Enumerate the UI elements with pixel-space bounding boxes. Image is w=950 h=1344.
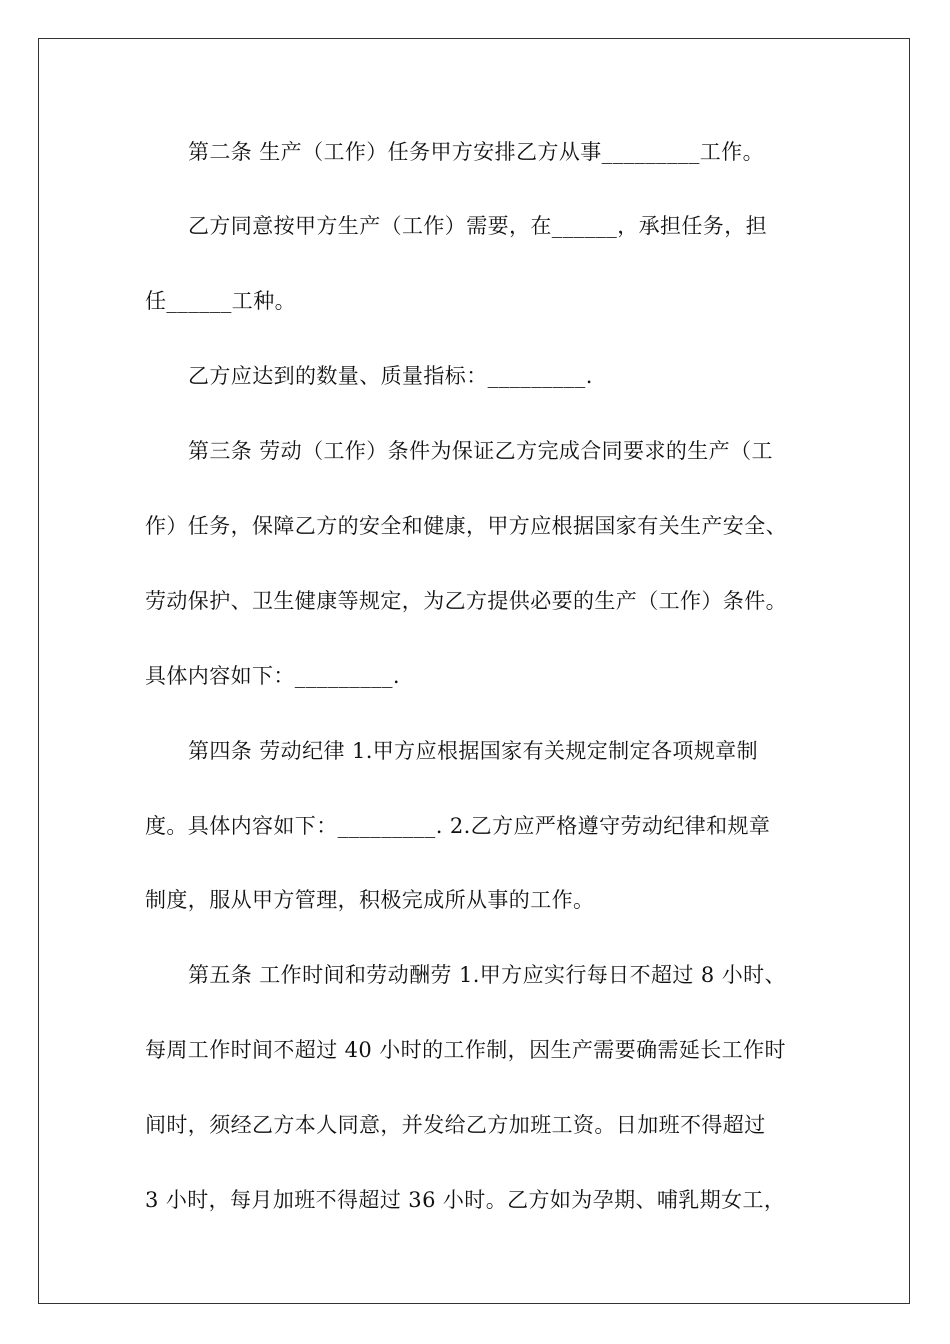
- text-line: 第四条 劳动纪律 1.甲方应根据国家有关规定制定各项规章制: [188, 739, 758, 763]
- text-line: 作）任务，保障乙方的安全和健康，甲方应根据国家有关生产安全、: [145, 514, 787, 538]
- text-line: 具体内容如下：_________.: [145, 664, 400, 688]
- text-line: 任______工种。: [145, 289, 296, 313]
- text-line: 第三条 劳动（工作）条件为保证乙方完成合同要求的生产（工: [188, 439, 773, 463]
- text-line: 乙方同意按甲方生产（工作）需要，在______，承担任务，担: [188, 214, 767, 238]
- text-line: 度。具体内容如下：_________. 2.乙方应严格遵守劳动纪律和规章: [145, 814, 771, 838]
- text-line: 第二条 生产（工作）任务甲方安排乙方从事_________工作。: [188, 140, 764, 164]
- text-line: 劳动保护、卫生健康等规定，为乙方提供必要的生产（工作）条件。: [145, 589, 787, 613]
- text-line: 间时，须经乙方本人同意，并发给乙方加班工资。日加班不得超过: [145, 1113, 766, 1137]
- text-line: 3 小时，每月加班不得超过 36 小时。乙方如为孕期、哺乳期女工，: [145, 1188, 786, 1212]
- text-line: 第五条 工作时间和劳动酬劳 1.甲方应实行每日不超过 8 小时、: [188, 963, 786, 987]
- text-line: 乙方应达到的数量、质量指标：_________.: [188, 364, 593, 388]
- text-line: 每周工作时间不超过 40 小时的工作制，因生产需要确需延长工作时: [145, 1038, 786, 1062]
- text-line: 制度，服从甲方管理，积极完成所从事的工作。: [145, 888, 595, 912]
